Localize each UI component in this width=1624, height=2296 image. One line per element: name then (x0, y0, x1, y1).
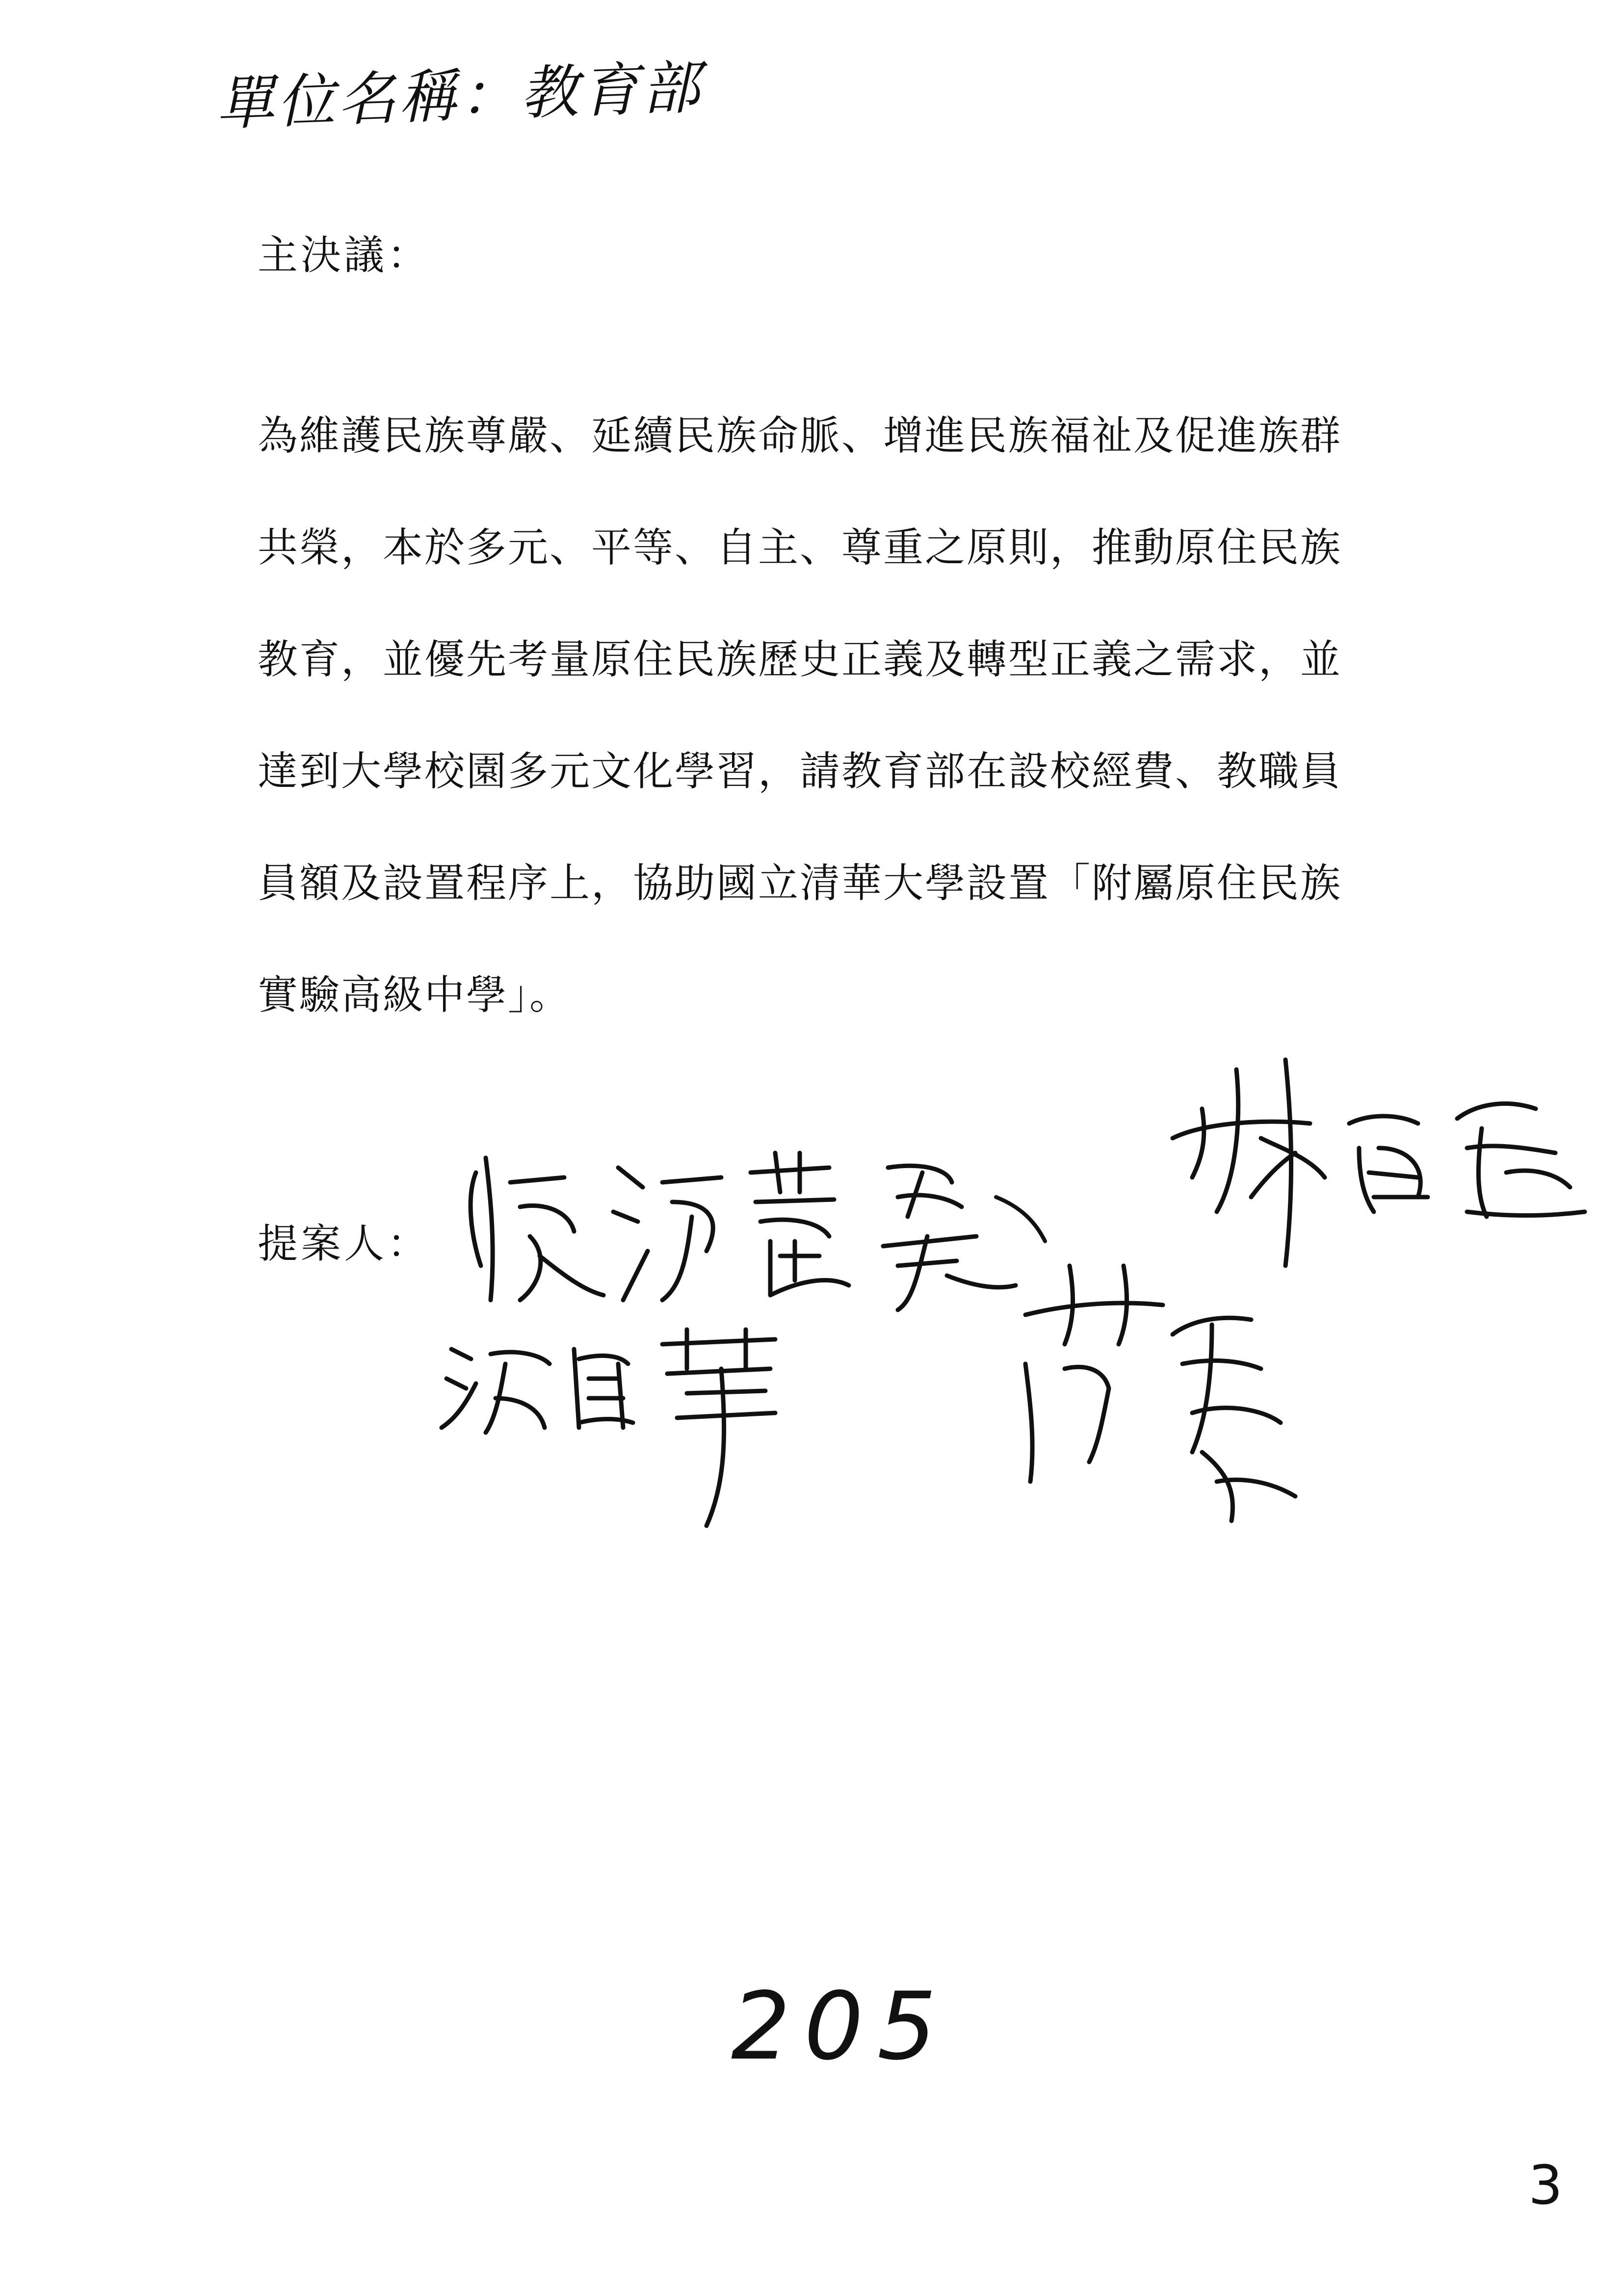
body-line-1: 為維護民族尊嚴、延續民族命脈、增進民族福祉及促進族群 (258, 413, 1342, 459)
body-line-3: 教育，並優先考量原住民族歷史正義及轉型正義之需求，並 (258, 636, 1342, 683)
proposer-label: 提案人： (258, 1221, 431, 1267)
signature-1 (456, 1138, 1074, 1315)
resolution-body (258, 413, 1396, 1087)
body-line-4: 達到大學校園多元文化學習，請教育部在設校經費、教職員 (258, 748, 1342, 795)
body-line-2: 共榮，本於多元、平等、自主、尊重之原則，推動原住民族 (258, 524, 1342, 571)
body-line-6: 實驗高級中學」。 (258, 972, 572, 1018)
page-number: 3 (1528, 2154, 1566, 2217)
body-line-5: 員額及設置程序上，協助國立清華大學設置「附屬原住民族 (258, 860, 1342, 907)
signature-3 (432, 1320, 785, 1536)
unit-name-handwritten: 單位名稱：教育部 (215, 53, 704, 138)
signature-2 (1163, 1050, 1595, 1280)
resolution-heading: 主決議： (258, 232, 431, 279)
page-code-handwritten: 205 (731, 1972, 950, 2081)
signature-4 (1006, 1256, 1310, 1531)
